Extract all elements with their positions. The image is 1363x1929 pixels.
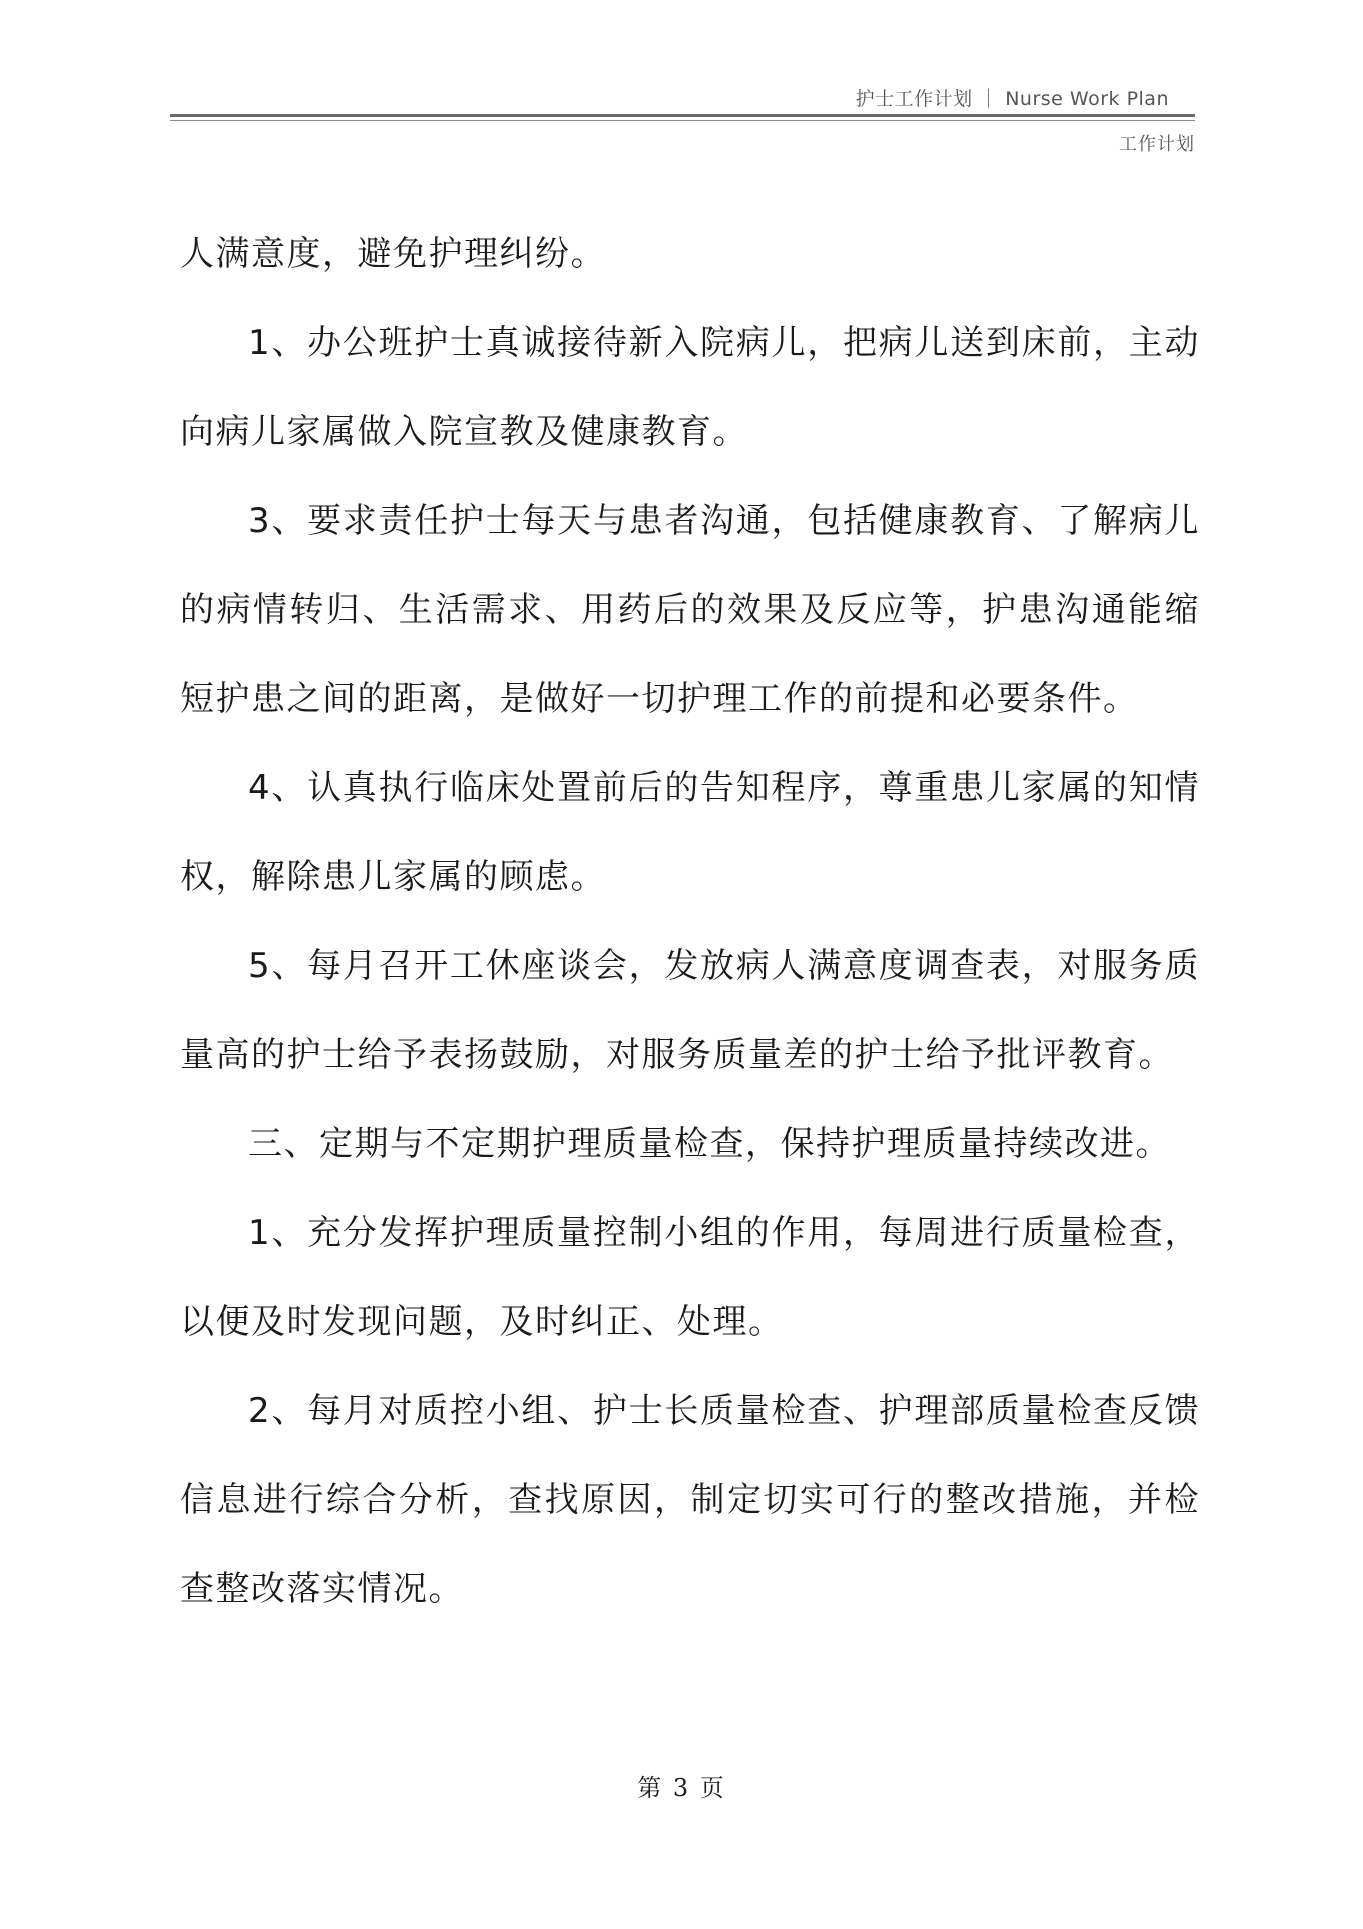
page-number: 第 3 页 xyxy=(637,1774,726,1802)
paragraph: 4、认真执行临床处置前后的告知程序，尊重患儿家属的知情权，解除患儿家属的顾虑。 xyxy=(180,768,1200,897)
header-divider-thick xyxy=(170,114,1195,117)
header-title: 护士工作计划 ｜ Nurse Work Plan xyxy=(855,88,1169,110)
paragraph: 1、办公班护士真诚接待新入院病儿，把病儿送到床前，主动向病儿家属做入院宣教及健康教育。 xyxy=(180,323,1200,452)
paragraph: 人满意度，避免护理纠纷。 xyxy=(180,234,606,274)
paragraph: 2、每月对质控小组、护士长质量检查、护理部质量检查反馈信息进行综合分析，查找原因，制定切实可行的整改措施，并检查整改落实情况。 xyxy=(180,1391,1200,1609)
header-divider-thin xyxy=(170,120,1195,121)
paragraph: 3、要求责任护士每天与患者沟通，包括健康教育、了解病儿的病情转归、生活需求、用药后的效果及反应等，护患沟通能缩短护患之间的距离，是做好一切护理工作的前提和必要条件。 xyxy=(180,501,1200,719)
document-body xyxy=(180,210,1200,1634)
paragraph: 三、定期与不定期护理质量检查，保持护理质量持续改进。 xyxy=(248,1124,1171,1164)
paragraph: 5、每月召开工休座谈会，发放病人满意度调查表，对服务质量高的护士给予表扬鼓励，对服务质量差的护士给予批评教育。 xyxy=(180,946,1200,1075)
page-header xyxy=(170,78,1195,158)
header-subtitle: 工作计划 xyxy=(1119,134,1195,155)
paragraph: 1、充分发挥护理质量控制小组的作用，每周进行质量检查，以便及时发现问题，及时纠正、处理。 xyxy=(180,1213,1200,1342)
